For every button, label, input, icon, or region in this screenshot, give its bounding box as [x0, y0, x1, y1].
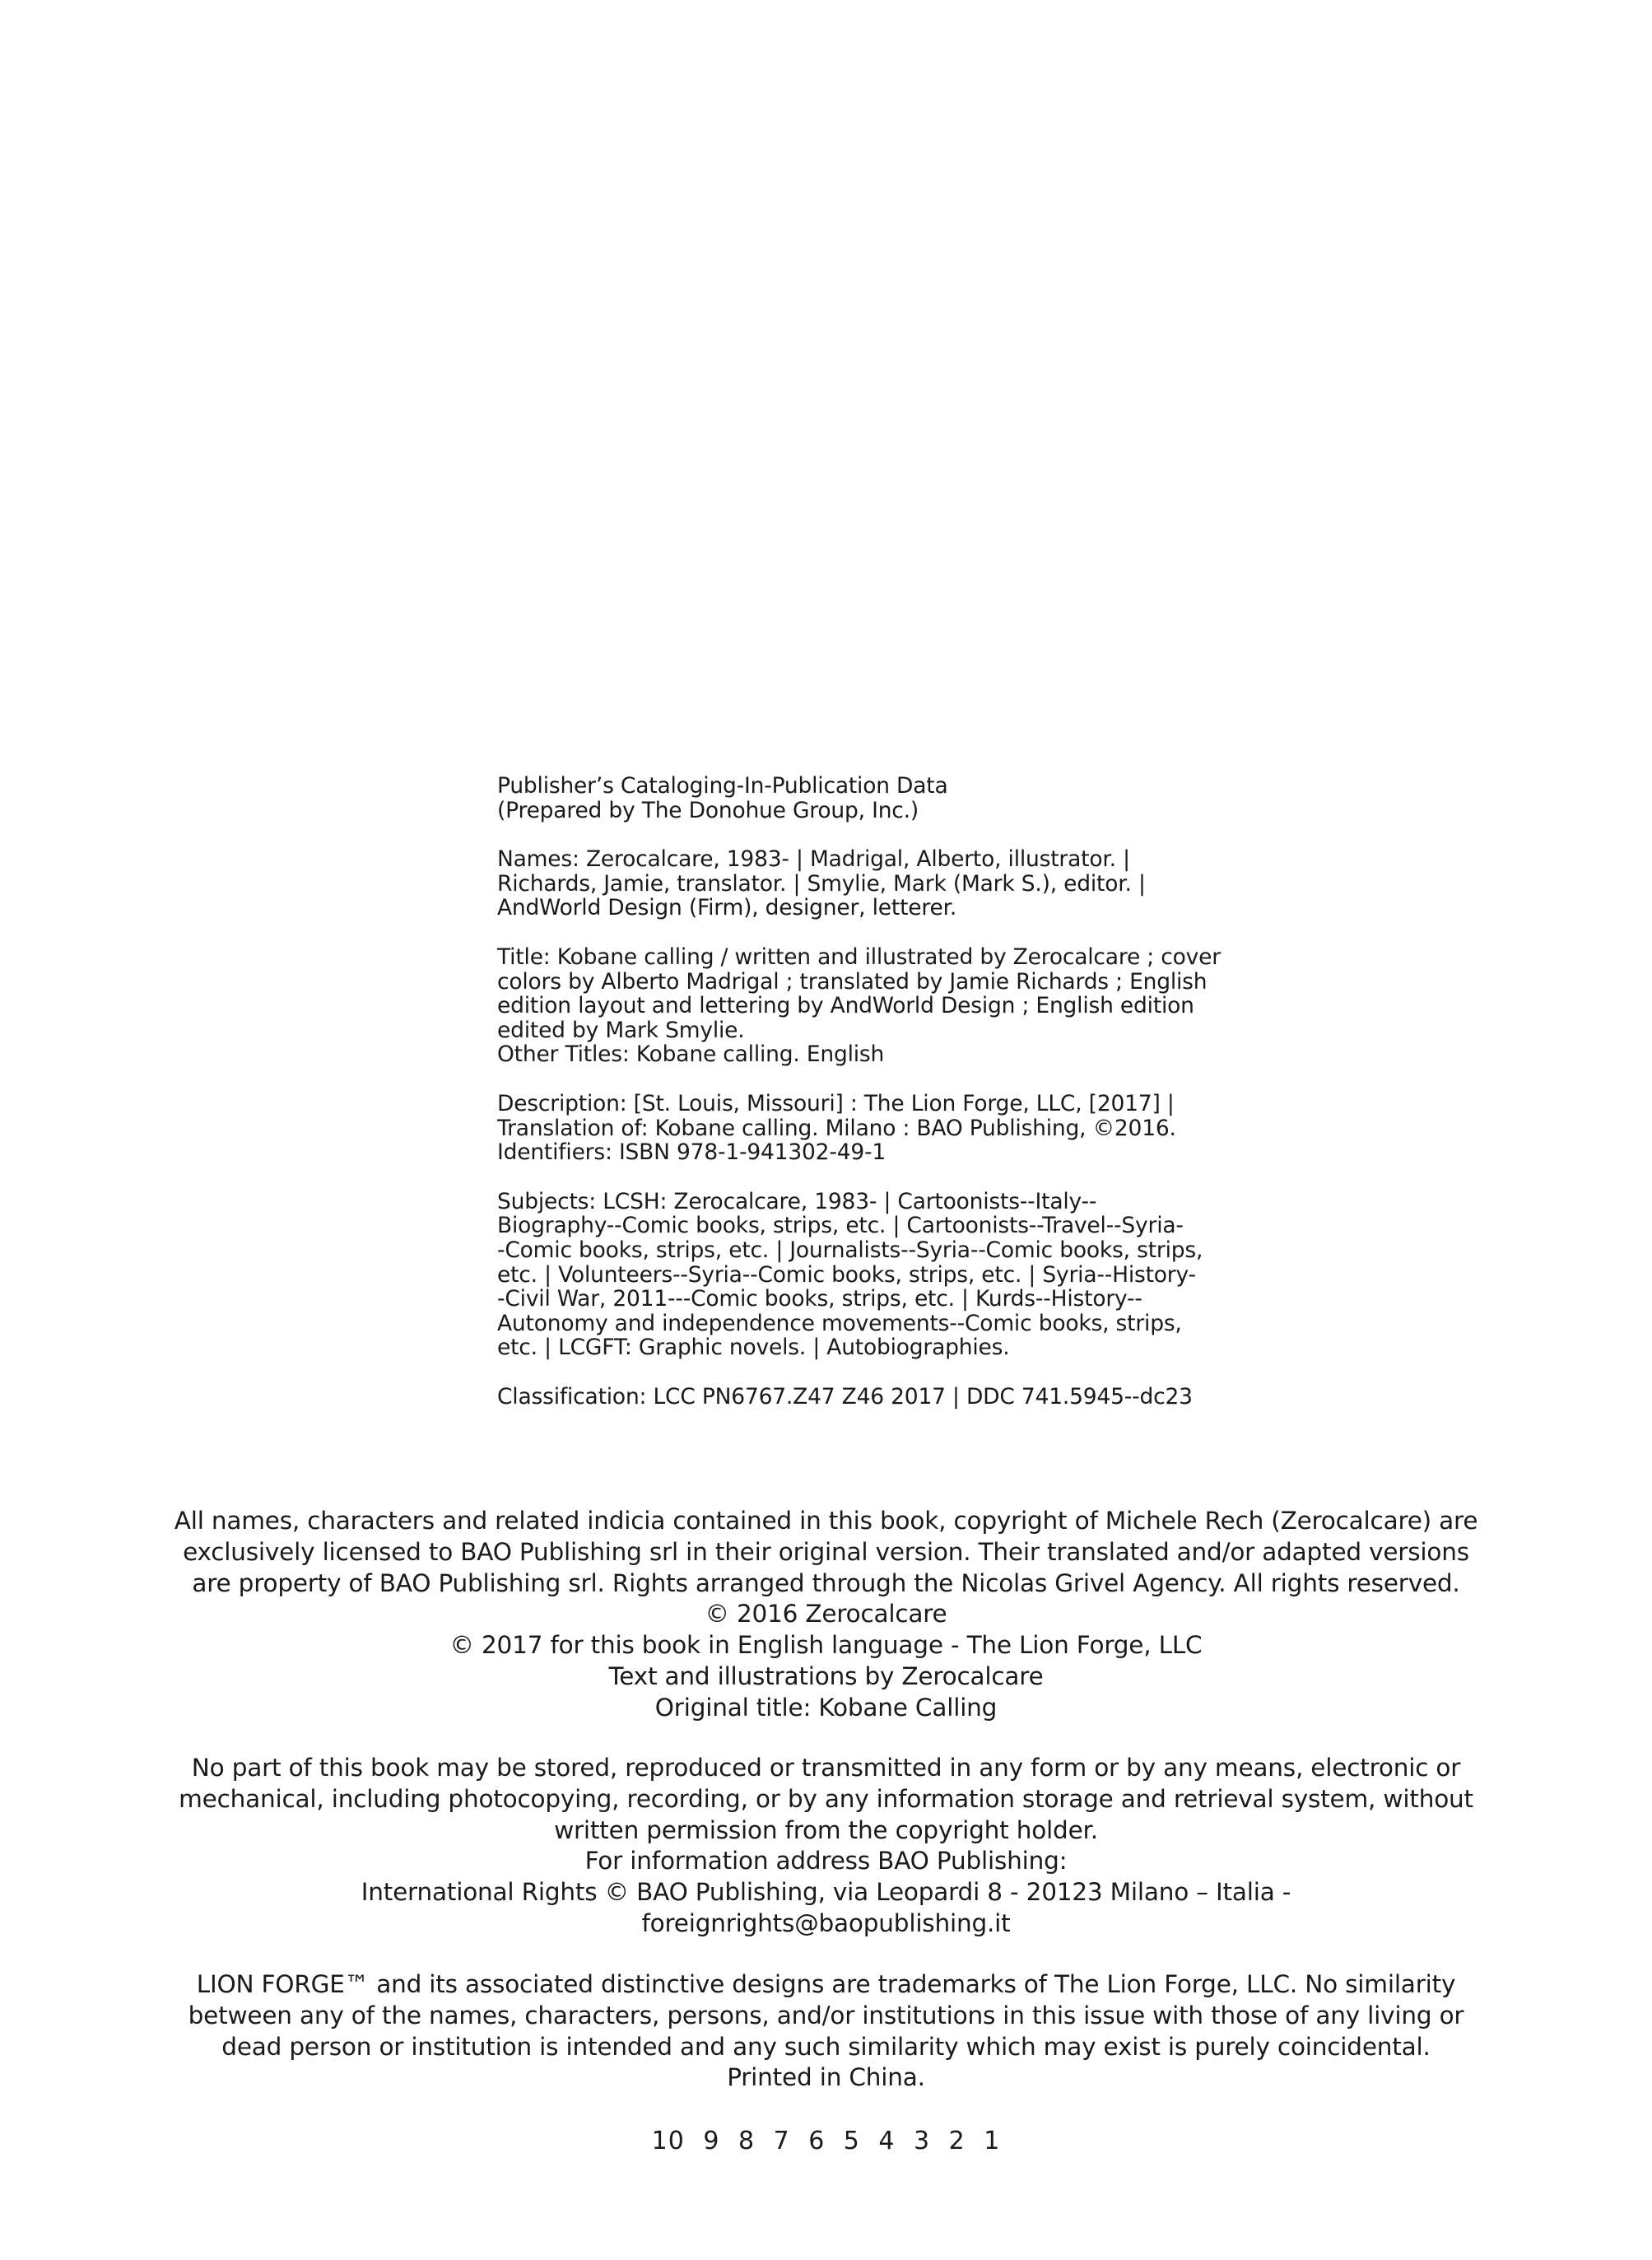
printer-key: 10 9 8 7 6 5 4 3 2 1 — [651, 2127, 1001, 2155]
original-title: Original title: Kobane Calling — [654, 1693, 998, 1722]
cip-subjects-line: Subjects: LCSH: Zerocalcare, 1983- | Cartoonists--Italy-- — [497, 1188, 1097, 1214]
copyright-line: © 2016 Zerocalcare — [705, 1600, 947, 1629]
cip-header-line: Publisher’s Cataloging-In-Publication Data — [497, 773, 948, 799]
copyright-line: exclusively licensed to BAO Publishing srl in their original version. Their translated and/or adapted versions — [183, 1537, 1469, 1566]
cip-subjects-line: etc. | LCGFT: Graphic novels. | Autobiographies. — [497, 1335, 1010, 1361]
copyright-notice — [123, 1506, 1529, 1724]
cip-title — [497, 945, 1238, 1067]
cip-title-line: colors by Alberto Madrigal ; translated by Jamie Richards ; English — [497, 968, 1208, 995]
cip-description — [497, 1092, 1238, 1165]
cip-identifiers: Identifiers: ISBN 978-1-941302-49-1 — [497, 1139, 886, 1166]
cip-other-titles: Other Titles: Kobane calling. English — [497, 1041, 885, 1068]
cip-header-line: (Prepared by The Donohue Group, Inc.) — [497, 797, 919, 823]
copyright-line: © 2017 for this book in English language - The Lion Forge, LLC — [449, 1631, 1203, 1660]
cip-title-line: edited by Mark Smylie. — [497, 1017, 745, 1043]
cip-names-line: AndWorld Design (Firm), designer, letterer. — [497, 895, 957, 921]
copyright-line: Text and illustrations by Zerocalcare — [608, 1661, 1044, 1690]
cip-description-line: Description: [St. Louis, Missouri] : The Lion Forge, LLC, [2017] | — [497, 1090, 1175, 1116]
cip-classification — [497, 1385, 1238, 1410]
cip-title-line: Title: Kobane calling / written and illustrated by Zerocalcare ; cover — [497, 944, 1221, 970]
permissions-line: mechanical, including photocopying, recording, or by any information storage and retrieval system, without — [179, 1784, 1473, 1813]
cip-subjects-line: etc. | Volunteers--Syria--Comic books, strips, etc. | Syria--History- — [497, 1261, 1196, 1288]
cip-classification-line: Classification: LCC PN6767.Z47 Z46 2017 | DDC 741.5945--dc23 — [497, 1383, 1193, 1410]
permissions-line: International Rights © BAO Publishing, via Leopardi 8 - 20123 Milano – Italia - — [361, 1878, 1291, 1907]
trademark-line: between any of the names, characters, persons, and/or institutions in this issue with those of any living or — [188, 2001, 1464, 2029]
cip-description-line: Translation of: Kobane calling. Milano : BAO Publishing, ©2016. — [497, 1115, 1176, 1141]
printed-in: Printed in China. — [727, 2063, 925, 2092]
trademark-line: dead person or institution is intended and any such similarity which may exist is purely coincidental. — [221, 2032, 1431, 2061]
permissions-notice — [123, 1753, 1529, 1940]
cip-subjects-line: Autonomy and independence movements--Comic books, strips, — [497, 1310, 1182, 1336]
copyright-line: All names, characters and related indicia contained in this book, copyright of Michele Rech (Zerocalcare) are — [174, 1507, 1478, 1535]
contact-email: foreignrights@baopublishing.it — [641, 1908, 1011, 1937]
trademark-line: LION FORGE™ and its associated distinctive designs are trademarks of The Lion Forge, LLC. No similarity — [196, 1970, 1456, 1998]
cip-subjects-line: Biography--Comic books, strips, etc. | Cartoonists--Travel--Syria- — [497, 1213, 1184, 1239]
cip-header — [497, 774, 1238, 822]
cip-subjects — [497, 1190, 1238, 1360]
trademark-notice — [123, 1969, 1529, 2094]
permissions-line: No part of this book may be stored, reproduced or transmitted in any form or by any means, electronic or — [191, 1754, 1461, 1782]
permissions-line: For information address BAO Publishing: — [584, 1847, 1068, 1876]
cip-subjects-line: -Civil War, 2011---Comic books, strips, etc. | Kurds--History-- — [497, 1286, 1142, 1312]
cip-title-line: edition layout and lettering by AndWorld Design ; English edition — [497, 993, 1194, 1019]
copyright-line: are property of BAO Publishing srl. Rights arranged through the Nicolas Grivel Agency. All rights reserved. — [192, 1568, 1460, 1597]
cip-names — [497, 847, 1238, 920]
cip-subjects-line: -Comic books, strips, etc. | Journalists--Syria--Comic books, strips, — [497, 1237, 1203, 1263]
permissions-line: written permission from the copyright holder. — [554, 1815, 1098, 1844]
cip-names-line: Richards, Jamie, translator. | Smylie, Mark (Mark S.), editor. | — [497, 870, 1146, 897]
cataloging-in-publication-data — [497, 774, 1238, 1409]
cip-names-line: Names: Zerocalcare, 1983- | Madrigal, Alberto, illustrator. | — [497, 846, 1130, 873]
